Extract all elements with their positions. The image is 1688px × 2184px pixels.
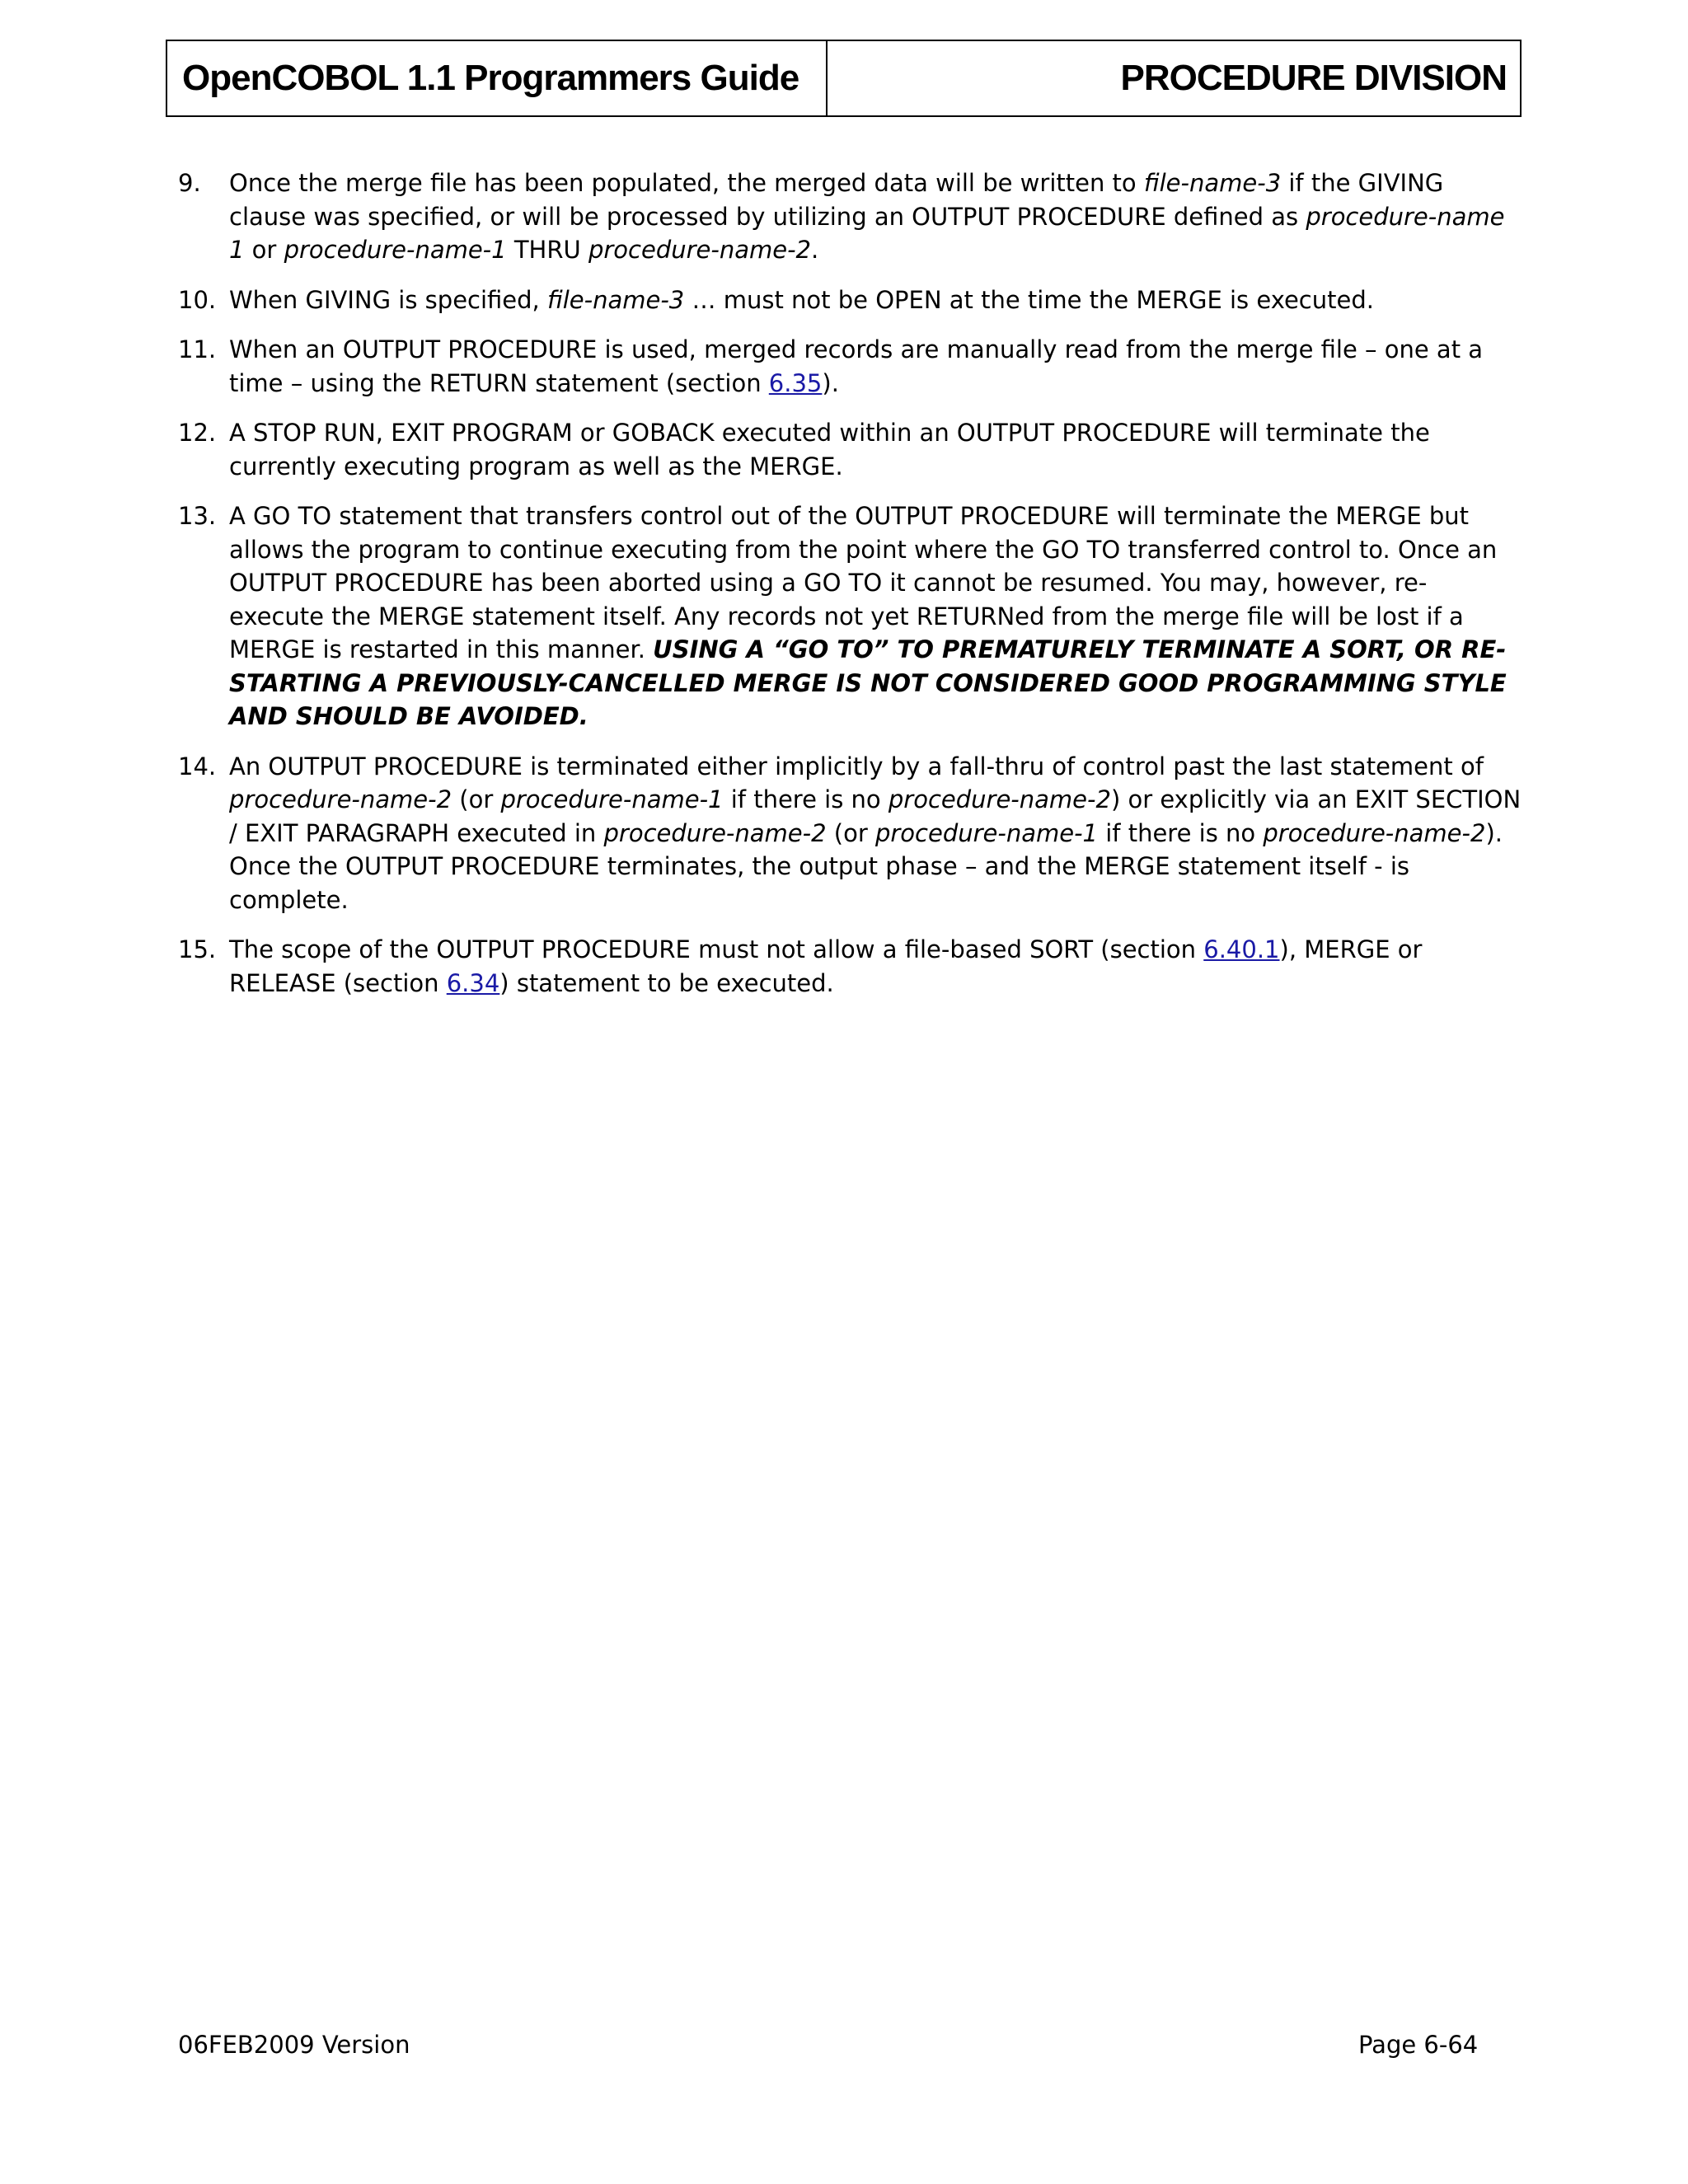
italic-term: procedure-name-1 xyxy=(500,785,724,813)
text-run: Once the merge file has been populated, the merged data will be written to xyxy=(229,169,1144,197)
text-run: The scope of the OUTPUT PROCEDURE must not allow a file-based SORT (section xyxy=(229,935,1204,963)
list-item xyxy=(178,333,1522,400)
list-item xyxy=(178,416,1522,483)
item-text xyxy=(229,333,1522,400)
text-run: ). xyxy=(822,368,839,397)
text-run: THRU xyxy=(506,236,588,264)
italic-term: file-name-3 xyxy=(1143,169,1282,197)
section-link[interactable]: 6.35 xyxy=(768,368,823,397)
text-run: if the GIVING clause was specified, or will be processed by utilizing an OUTPUT PROCEDURE defined as xyxy=(229,169,1444,231)
item-text xyxy=(229,284,1522,317)
footer-version: 06FEB2009 Version xyxy=(178,2031,410,2059)
item-text xyxy=(229,499,1522,733)
section-link[interactable]: 6.34 xyxy=(446,968,500,997)
item-text xyxy=(229,416,1522,483)
italic-term: procedure-name-1 xyxy=(874,818,1099,847)
item-number: 12. xyxy=(178,419,217,447)
text-run: A GO TO statement that transfers control out of the OUTPUT PROCEDURE will terminate the MERGE but allows the program to continue executing from the point where the GO TO transferred control to. Once an OUTPUT PROCEDURE has been aborted using a GO TO it cannot be resumed. You may, however, re-execute the MERGE statement itself. Any records not yet RETURNed from the merge file will be lost if a MERGE is restarted in this manner. xyxy=(229,502,1498,663)
section-link[interactable]: 6.40.1 xyxy=(1203,935,1280,963)
italic-term: procedure-name-1 xyxy=(284,236,507,264)
item-number: 9. xyxy=(178,169,201,197)
text-run: … must not be OPEN at the time the MERGE is executed. xyxy=(684,285,1374,314)
text-run: When an OUTPUT PROCEDURE is used, merged records are manually read from the merge file – one at a time – using the RETURN statement (section xyxy=(229,335,1484,397)
text-run: or xyxy=(244,236,284,264)
page-header xyxy=(166,40,1522,117)
list-item xyxy=(178,284,1522,317)
item-number: 10. xyxy=(178,285,217,314)
italic-term: procedure-name-2 xyxy=(1263,818,1486,847)
italic-term: procedure-name-2 xyxy=(588,236,811,264)
text-run: if there is no xyxy=(1098,818,1264,847)
italic-term: procedure-name-2 xyxy=(229,785,452,813)
text-run: A STOP RUN, EXIT PROGRAM or GOBACK executed within an OUTPUT PROCEDURE will terminate the currently executing program as well as the MERGE. xyxy=(229,419,1430,480)
italic-term: procedure-name 1 xyxy=(229,202,1505,264)
text-run: ) or explicitly via an EXIT SECTION / EXIT PARAGRAPH executed in xyxy=(229,785,1522,847)
item-text xyxy=(229,933,1522,1000)
text-run: ), MERGE or RELEASE (section xyxy=(229,935,1423,997)
guide-title: OpenCOBOL 1.1 Programmers Guide xyxy=(167,41,828,115)
item-text xyxy=(229,166,1522,267)
footer-page-number: Page 6-64 xyxy=(1358,2031,1479,2059)
text-run: if there is no xyxy=(723,785,889,813)
item-number: 14. xyxy=(178,752,217,780)
text-run: ) statement to be executed. xyxy=(499,968,834,997)
text-run: When GIVING is specified, xyxy=(229,285,547,314)
italic-term: file-name-3 xyxy=(547,285,685,314)
item-number: 13. xyxy=(178,502,217,530)
text-run: ). Once the OUTPUT PROCEDURE terminates, the output phase – and the MERGE statement itself - is complete. xyxy=(229,818,1503,914)
italic-term: procedure-name-2 xyxy=(603,818,827,847)
list-item xyxy=(178,499,1522,733)
numbered-list xyxy=(178,166,1522,1016)
text-run: (or xyxy=(452,785,501,813)
list-item xyxy=(178,933,1522,1000)
list-item xyxy=(178,750,1522,917)
emphasis-warning: USING A “GO TO” TO PREMATURELY TERMINATE A SORT, OR RE-STARTING A PREVIOUSLY-CANCELLED MERGE IS NOT CONSIDERED GOOD PROGRAMMING STYLE AND SHOULD BE AVOIDED. xyxy=(229,635,1507,730)
section-title: PROCEDURE DIVISION xyxy=(1120,58,1507,98)
item-text xyxy=(229,750,1522,917)
text-run: An OUTPUT PROCEDURE is terminated either implicitly by a fall-thru of control past the last statement of xyxy=(229,752,1484,780)
italic-term: procedure-name-2 xyxy=(888,785,1111,813)
text-run: . xyxy=(811,236,819,264)
list-item xyxy=(178,166,1522,267)
text-run: (or xyxy=(826,818,875,847)
item-number: 11. xyxy=(178,335,217,363)
item-number: 15. xyxy=(178,935,217,963)
